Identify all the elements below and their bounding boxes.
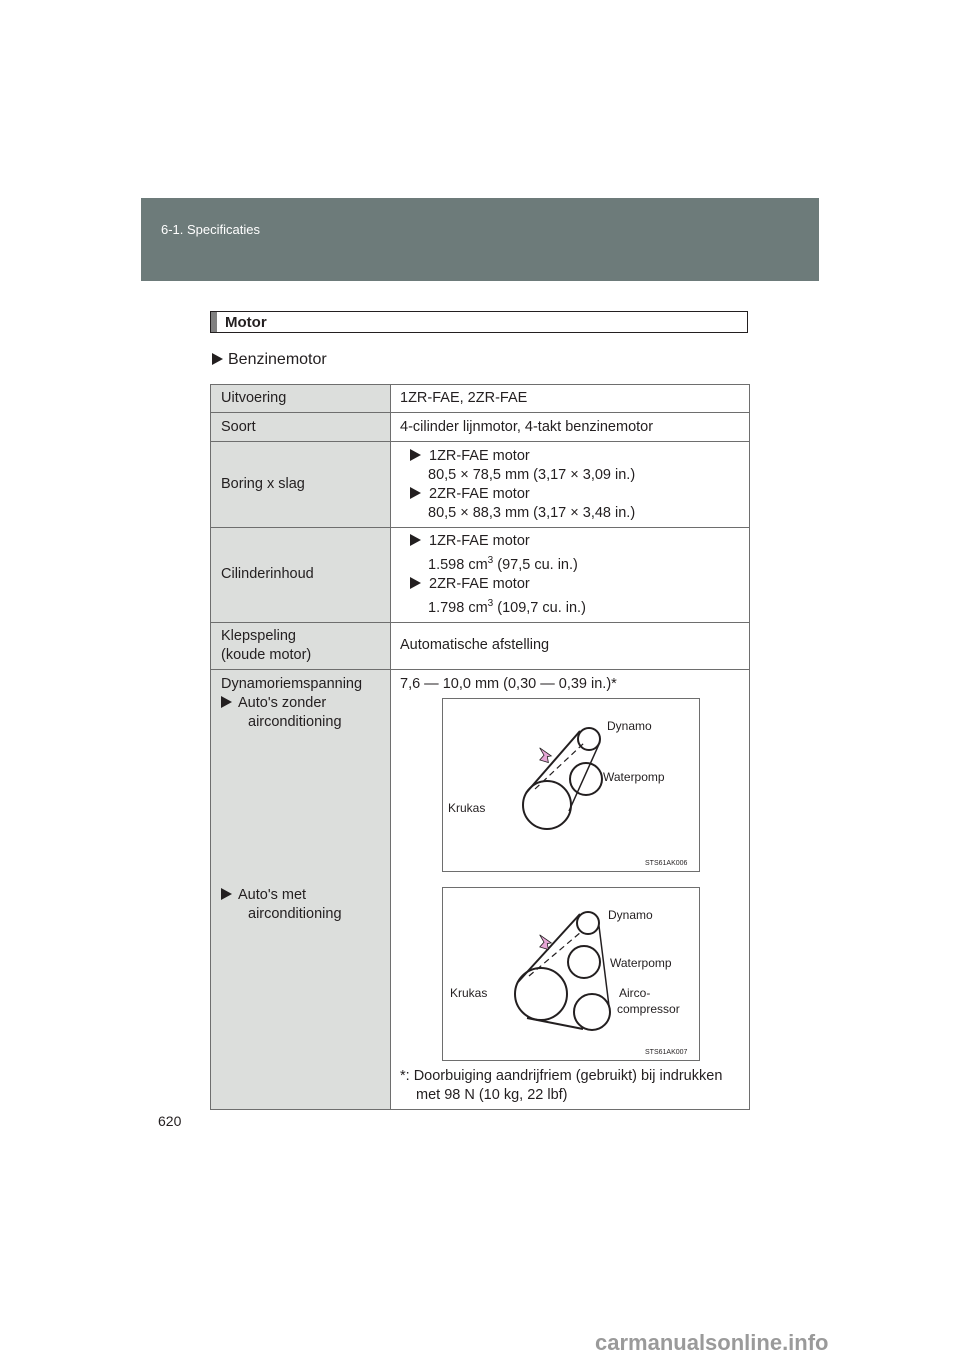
row-label: Soort — [211, 413, 391, 442]
list-item — [400, 485, 740, 504]
row-value — [391, 669, 750, 1109]
item-value: 1.798 $cm^3$ (109,7 cu. in.) — [428, 597, 586, 616]
row-label: Klepspeling (koude motor) — [211, 622, 391, 669]
label-krukas: Krukas — [448, 800, 486, 815]
dynamo-label: Dynamoriemspanning — [221, 675, 363, 692]
footnote: *: Doorbuiging aandrijfriem (gebruikt) bij indrukken met 98 N (10 kg, 22 lbf) — [400, 1067, 723, 1103]
label-krukas: Krukas — [450, 985, 488, 1000]
list-item — [400, 532, 740, 551]
list-item: Auto's zonder — [221, 694, 380, 713]
label-dynamo: Dynamo — [607, 718, 652, 733]
table-row — [211, 622, 750, 669]
with-ac-label: Auto's met airconditioning — [221, 886, 342, 924]
triangle-bullet-icon — [410, 487, 421, 499]
subheading — [212, 351, 327, 369]
belt-diagram-svg — [443, 888, 699, 1060]
item-value: 1.598 $cm^3$ (97,5 cu. in.) — [428, 555, 578, 573]
water-pump-pulley — [570, 763, 602, 795]
alternator-pulley — [577, 912, 599, 934]
label-dynamo: Dynamo — [608, 907, 653, 922]
table-row — [211, 669, 750, 1109]
item-title: 2ZR-FAE motor — [429, 575, 530, 592]
item-title: 1ZR-FAE motor — [429, 447, 530, 464]
list-item: Auto's met — [221, 886, 342, 905]
table-row — [211, 442, 750, 528]
alternator-pulley — [578, 728, 600, 750]
row-value: Automatische afstelling — [391, 622, 750, 669]
table-row — [211, 413, 750, 442]
triangle-bullet-icon — [221, 888, 232, 900]
heading-bar — [211, 312, 217, 332]
header-band — [141, 198, 819, 281]
triangle-bullet-icon — [212, 353, 223, 365]
row-label: Cilinderinhoud — [211, 528, 391, 623]
triangle-bullet-icon — [410, 449, 421, 461]
row-value — [391, 528, 750, 623]
list-item — [400, 575, 740, 594]
tension-value: 7,6 — 10,0 mm (0,30 — 0,39 in.)* — [400, 675, 617, 692]
item-value: 80,5 × 88,3 mm (3,17 × 3,48 in.) — [428, 504, 636, 521]
triangle-bullet-icon — [410, 577, 421, 589]
item-value: 80,5 × 78,5 mm (3,17 × 3,09 in.) — [428, 466, 636, 483]
motor-heading — [210, 311, 748, 333]
triangle-bullet-icon — [410, 534, 421, 546]
item-title: 2ZR-FAE motor — [429, 485, 530, 502]
figure-code: STS61AK006 — [645, 859, 688, 867]
row-value: 4-cilinder lijnmotor, 4-takt benzinemotor — [391, 413, 750, 442]
ac-compressor-pulley — [574, 994, 610, 1030]
label-waterpomp: Waterpomp — [610, 955, 672, 970]
water-pump-pulley — [568, 946, 600, 978]
row-label: Uitvoering — [211, 385, 391, 413]
watermark: carmanualsonline.info — [595, 1330, 829, 1355]
motor-heading-text: Motor — [225, 314, 267, 331]
table-row — [211, 528, 750, 623]
press-arrow-icon — [538, 746, 553, 764]
label-compressor: compressor — [617, 1001, 680, 1016]
subheading-text: Benzinemotor — [228, 351, 327, 368]
list-item — [400, 447, 740, 466]
label-waterpomp: Waterpomp — [603, 769, 665, 784]
row-label: Dynamoriemspanning Auto's zonder airconditioning Auto's met airconditioning — [211, 669, 391, 1109]
label-airco: Airco- — [619, 985, 651, 1000]
figure-code: STS61AK007 — [645, 1048, 688, 1056]
triangle-bullet-icon — [221, 696, 232, 708]
section-title: 6-1. Specificaties — [161, 222, 260, 237]
belt-diagram-svg — [443, 699, 699, 871]
row-value — [391, 442, 750, 528]
spec-table — [210, 384, 750, 1110]
page-number: 620 — [158, 1113, 182, 1129]
row-value: 1ZR-FAE, 2ZR-FAE — [391, 385, 750, 413]
belt-diagram-without-ac — [442, 698, 700, 872]
row-label: Boring x slag — [211, 442, 391, 528]
table-row — [211, 385, 750, 413]
belt-diagram-with-ac — [442, 887, 700, 1061]
item-title: 1ZR-FAE motor — [429, 533, 530, 549]
